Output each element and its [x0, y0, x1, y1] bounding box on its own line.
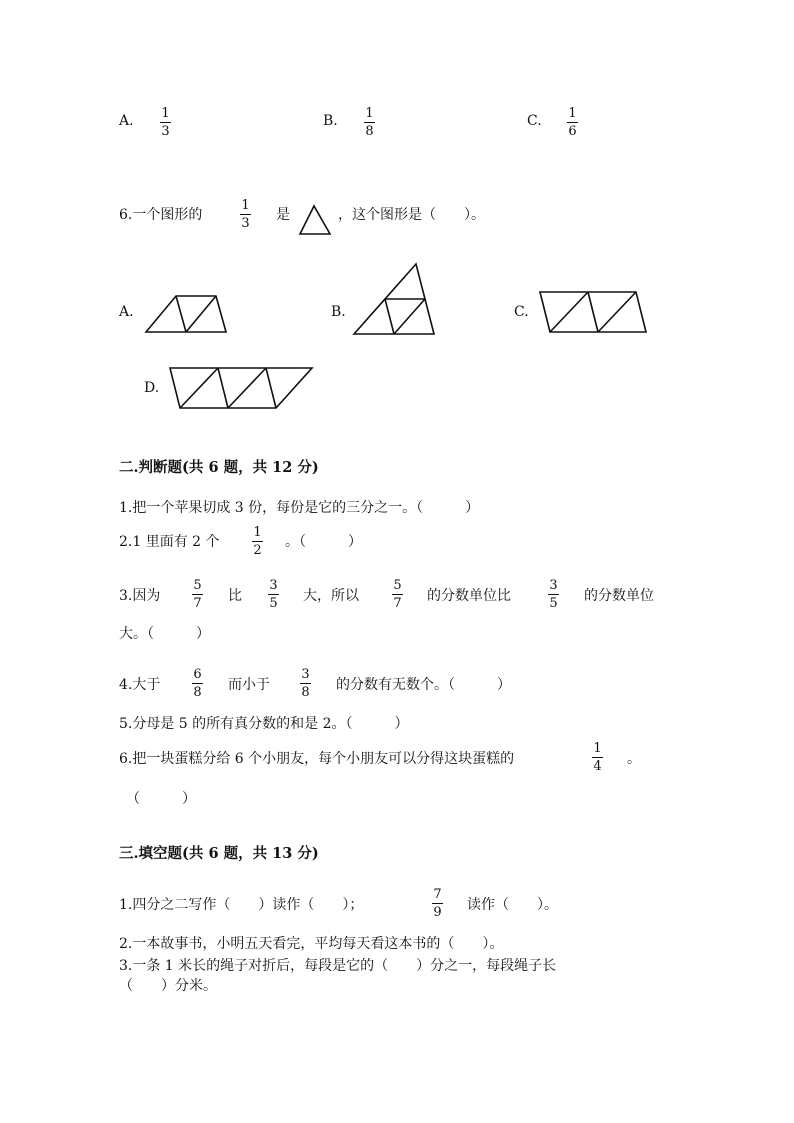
section2-q3-line2: 大。（ ） [119, 626, 210, 642]
figure-option-a [142, 292, 234, 338]
figure-option-c [536, 288, 652, 338]
section2-q3-prefix: 3.因为 [119, 588, 161, 604]
section3-q1-suffix: 读作（ ）。 [467, 897, 558, 913]
q6-option-b-label: B. [331, 304, 346, 320]
q6-option-c-label: C. [514, 304, 529, 320]
section2-q2-prefix: 2.1 里面有 2 个 [119, 534, 220, 550]
numerator: 5 [193, 578, 202, 593]
denominator: 5 [549, 596, 558, 611]
figure-option-d [166, 364, 316, 414]
denominator: 8 [301, 685, 310, 700]
section2-q3-fraction3 [392, 578, 403, 611]
numerator: 3 [301, 667, 310, 682]
denominator: 6 [568, 124, 577, 139]
numerator: 1 [253, 525, 262, 540]
section2-q6-line2: （ ） [126, 791, 196, 807]
q6-fraction [240, 198, 251, 231]
section2-q3-text4: 的分数单位 [584, 588, 654, 604]
section2-q4-fraction1 [192, 667, 203, 700]
section2-q6-suffix: 。 [627, 751, 641, 767]
section2-title: 二.判断题(共 6 题，共 12 分) [119, 459, 319, 476]
numerator: 1 [568, 106, 577, 121]
denominator: 7 [193, 596, 202, 611]
q5-option-a-fraction [160, 106, 171, 139]
numerator: 5 [393, 578, 402, 593]
section2-q4-prefix: 4.大于 [119, 677, 161, 693]
denominator: 7 [393, 596, 402, 611]
q6-suffix: ，这个图形是（ ）。 [338, 207, 485, 223]
q6-prefix: 6.一个图形的 [119, 207, 203, 223]
section2-q3-fraction4 [548, 578, 559, 611]
figure-option-b [350, 260, 440, 340]
q6-option-d-label: D. [144, 380, 160, 396]
q5-option-c-label: C. [527, 113, 542, 129]
denominator: 5 [269, 596, 278, 611]
denominator: 4 [593, 759, 602, 774]
q5-option-c-fraction [567, 106, 578, 139]
numerator: 1 [593, 741, 602, 756]
section2-q1: 1.把一个苹果切成 3 份，每份是它的三分之一。（ ） [119, 500, 480, 516]
denominator: 8 [365, 124, 374, 139]
section3-q2: 2.一本故事书，小明五天看完，平均每天看这本书的（ ）。 [119, 936, 504, 952]
numerator: 7 [433, 887, 442, 902]
section2-q3-text1: 比 [228, 588, 242, 604]
denominator: 3 [241, 216, 250, 231]
q5-option-a-label: A. [119, 113, 134, 129]
q5-option-b-fraction [364, 106, 375, 139]
section2-q4-text1: 而小于 [228, 677, 270, 693]
section2-q3-fraction1 [192, 578, 203, 611]
denominator: 3 [161, 124, 170, 139]
q6-option-a-label: A. [119, 304, 134, 320]
q6-middle: 是 [276, 207, 290, 223]
numerator: 6 [193, 667, 202, 682]
denominator: 9 [433, 905, 442, 920]
section2-q3-text3: 的分数单位比 [427, 588, 511, 604]
section3-q1-prefix: 1.四分之二写作（ ）读作（ ）； [119, 897, 364, 913]
section2-q2-fraction [252, 525, 263, 558]
section2-q3-text2: 大，所以 [303, 588, 359, 604]
section2-q2-suffix: 。（ ） [285, 534, 362, 550]
section3-q1-fraction [432, 887, 443, 920]
section3-q3-line1: 3.一条 1 米长的绳子对折后，每段是它的（ ）分之一，每段绳子长 [119, 958, 557, 974]
section2-q4-fraction2 [300, 667, 311, 700]
q5-option-b-label: B. [323, 113, 338, 129]
section3-title: 三.填空题(共 6 题，共 13 分) [119, 845, 319, 862]
section2-q5: 5.分母是 5 的所有真分数的和是 2。（ ） [119, 716, 409, 732]
denominator: 2 [253, 543, 262, 558]
section2-q6-fraction [592, 741, 603, 774]
numerator: 3 [549, 578, 558, 593]
numerator: 1 [365, 106, 374, 121]
numerator: 3 [269, 578, 278, 593]
section3-q3-line2: （ ）分米。 [119, 978, 217, 994]
denominator: 8 [193, 685, 202, 700]
numerator: 1 [161, 106, 170, 121]
section2-q3-fraction2 [268, 578, 279, 611]
small-triangle-figure [296, 202, 336, 238]
section2-q6-prefix: 6.把一块蛋糕分给 6 个小朋友，每个小朋友可以分得这块蛋糕的 [119, 751, 515, 767]
section2-q4-text2: 的分数有无数个。（ ） [336, 677, 511, 693]
numerator: 1 [241, 198, 250, 213]
